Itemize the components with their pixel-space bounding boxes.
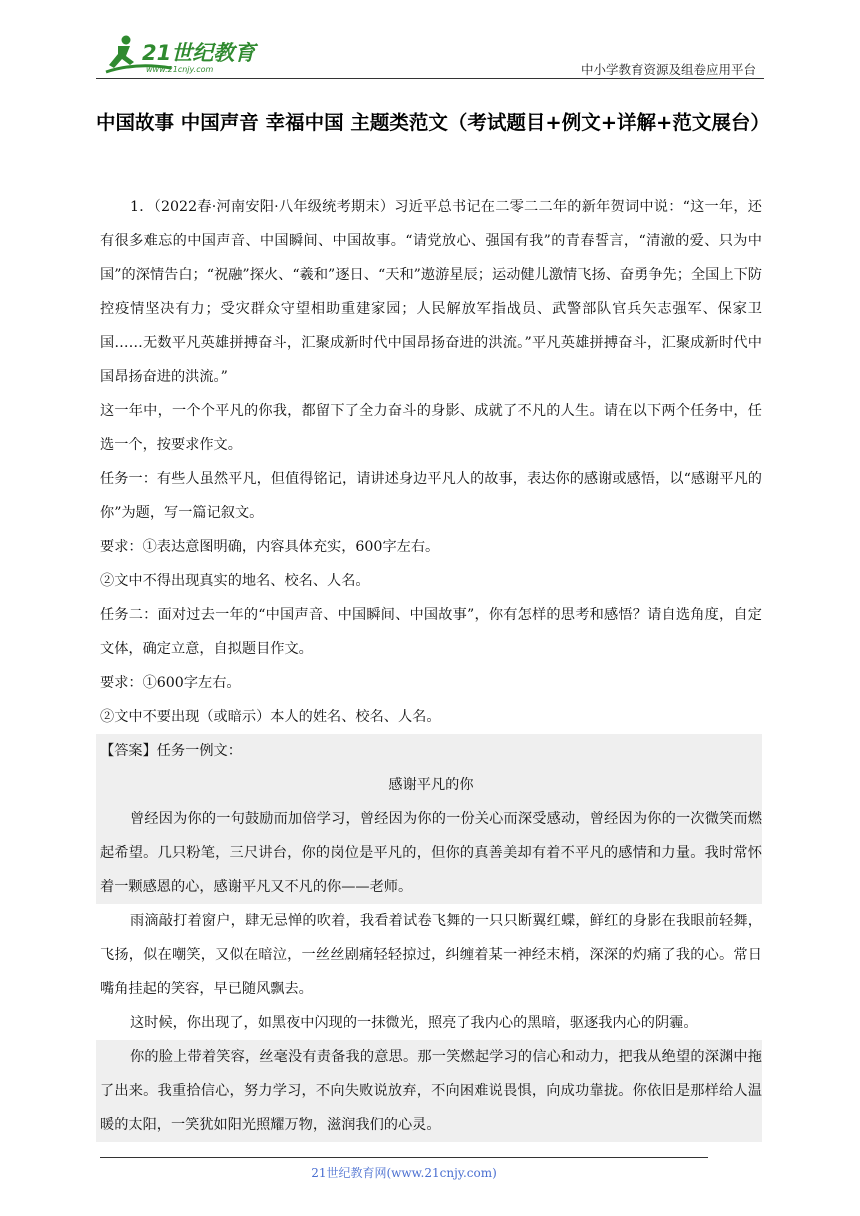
question-intro: 1．（2022春·河南安阳·八年级统考期末）习近平总书记在二零二二年的新年贺词中说：“这一年，还有很多难忘的中国声音、中国瞬间、中国故事。“请党放心、强国有我”的青春誓言，“清澈的爱、只为中国”的深情告白；“祝融”探火、“羲和”逐日、“天和”遨游星辰；运动健儿激情飞扬、奋勇争先；全国上下防控疫情坚决有力；受灾群众守望相助重建家园；人民解放军指战员、武警部队官兵矢志强军、保家卫国……无数平凡英雄拼搏奋斗，汇聚成新时代中国昂扬奋进的洪流。”平凡英雄拼搏奋斗，汇聚成新时代中国昂扬奋进的洪流。” <box>100 199 762 385</box>
logo-url: www.21cnjy.com <box>146 65 214 74</box>
essay-paragraph: 曾经因为你的一句鼓励而加倍学习，曾经因为你的一份关心而深受感动，曾经因为你的一次微笑而燃起希望。几只粉笔，三尺讲台，你的岗位是平凡的，但你的真善美却有着不平凡的感情和力量。我时常怀着一颗感恩的心，感谢平凡又不凡的你——老师。 <box>100 811 762 895</box>
document-body <box>100 190 762 1142</box>
logo <box>96 32 266 78</box>
essay-paragraph: 这时候，你出现了，如黑夜中闪现的一抹微光，照亮了我内心的黑暗，驱逐我内心的阴霾。 <box>130 1015 698 1031</box>
requirement-2b: ②文中不要出现（或暗示）本人的姓名、校名、人名。 <box>100 709 441 725</box>
logo-text: 21世纪教育 <box>142 41 256 65</box>
requirement-2a: 要求：①600字左右。 <box>100 675 241 691</box>
footer-divider <box>100 1157 708 1158</box>
essay-title: 感谢平凡的你 <box>388 777 474 793</box>
requirement-1b: ②文中不得出现真实的地名、校名、人名。 <box>100 573 370 589</box>
requirement-1a: 要求：①表达意图明确，内容具体充实，600字左右。 <box>100 539 440 555</box>
task-two: 任务二：面对过去一年的“中国声音、中国瞬间、中国故事”，你有怎样的思考和感悟？请自选角度，自定文体，确定立意，自拟题目作文。 <box>100 607 762 657</box>
answer-label: 【答案】任务一例文： <box>100 743 242 759</box>
essay-paragraph: 你的脸上带着笑容，丝毫没有责备我的意思。那一笑燃起学习的信心和动力，把我从绝望的深渊中拖了出来。我重拾信心，努力学习，不向失败说放弃，不向困难说畏惧，向成功靠拢。你依旧是那样给人温暖的太阳，一笑犹如阳光照耀万物，滋润我们的心灵。 <box>100 1049 762 1133</box>
essay-paragraph: 雨滴敲打着窗户，肆无忌惮的吹着，我看着试卷飞舞的一只只断翼红蝶，鲜红的身影在我眼前轻舞，飞扬，似在嘲笑，又似在暗泣，一丝丝剧痛轻轻掠过，纠缠着某一神经末梢，深深的灼痛了我的心。常日嘴角挂起的笑容，早已随风飘去。 <box>100 913 762 997</box>
page-header <box>96 30 764 80</box>
answer-section <box>96 734 762 904</box>
page-title: 中国故事 中国声音 幸福中国 主题类范文（考试题目+例文+详解+范文展台） <box>96 111 770 134</box>
task-one: 任务一：有些人虽然平凡，但值得铭记，请讲述身边平凡人的故事，表达你的感谢或感悟，以“感谢平凡的你”为题，写一篇记叙文。 <box>100 471 762 521</box>
answer-section-shaded <box>96 1040 762 1142</box>
platform-label: 中小学教育资源及组卷应用平台 <box>580 62 756 77</box>
header-divider <box>96 78 764 79</box>
question-line2: 这一年中，一个个平凡的你我，都留下了全力奋斗的身影、成就了不凡的人生。请在以下两个任务中，任选一个，按要求作文。 <box>100 403 762 453</box>
footer-link[interactable]: 21世纪教育网(www.21cnjy.com) <box>311 1166 497 1180</box>
